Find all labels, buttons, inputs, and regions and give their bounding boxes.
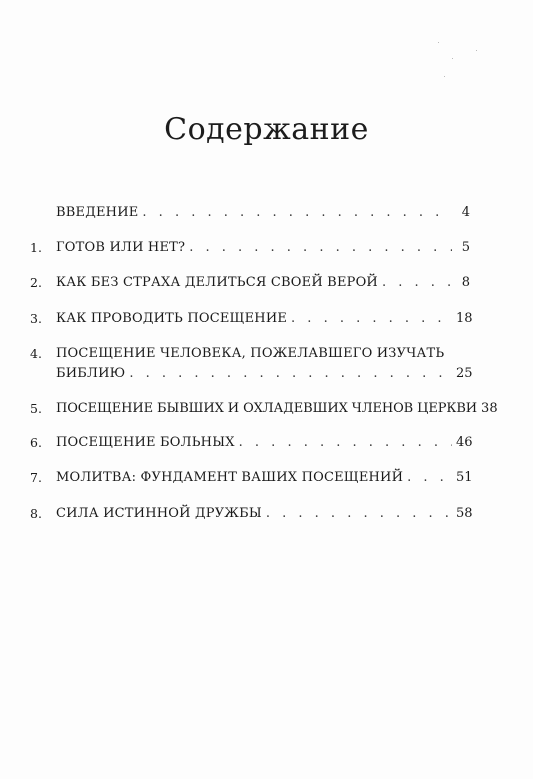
toc-entry-title: СИЛА ИСТИННОЙ ДРУЖБЫ	[56, 506, 262, 521]
toc-entry-title: МОЛИТВА: ФУНДАМЕНТ ВАШИХ ПОСЕЩЕНИЙ	[56, 470, 404, 485]
toc-entry-number: 6.	[30, 435, 42, 450]
dot-leader	[382, 275, 452, 291]
scan-speck	[476, 50, 477, 51]
dot-leader	[129, 366, 452, 382]
toc-entry-title: КАК ПРОВОДИТЬ ПОСЕЩЕНИЕ	[56, 311, 288, 326]
toc-entry-page: 4	[461, 205, 470, 220]
toc-entry-page: 25	[456, 366, 473, 381]
scan-speck	[452, 58, 453, 59]
toc-entry-title: ПОСЕЩЕНИЕ БЫВШИХ И ОХЛАДЕВШИХ ЧЛЕНОВ ЦЕРКВИ	[56, 401, 478, 416]
toc-entry-page: 38	[481, 401, 498, 416]
toc-entry-page: 46	[456, 435, 473, 450]
page-title: Содержание	[164, 112, 369, 147]
dot-leader	[266, 506, 452, 522]
dot-leader	[407, 470, 452, 486]
toc-entry-title: КАК БЕЗ СТРАХА ДЕЛИТЬСЯ СВОЕЙ ВЕРОЙ	[56, 275, 378, 290]
toc-entry-page: 51	[456, 470, 473, 485]
toc-entry-page: 58	[456, 506, 473, 521]
toc-entry-number: 3.	[30, 311, 42, 326]
dot-leader	[142, 205, 452, 221]
toc-entry-number: 1.	[30, 240, 42, 255]
scan-speck	[444, 76, 445, 77]
toc-entry-number: 8.	[30, 506, 42, 521]
toc-entry-number: 2.	[30, 275, 42, 290]
toc-entry-page: 18	[456, 311, 473, 326]
toc-entry-page: 8	[461, 275, 470, 290]
toc-entry-title: ВВЕДЕНИЕ	[56, 205, 139, 220]
toc-entry-title: ГОТОВ ИЛИ НЕТ?	[56, 240, 186, 255]
scan-speck	[438, 42, 439, 43]
toc-entry-title-line-1: ПОСЕЩЕНИЕ ЧЕЛОВЕКА, ПОЖЕЛАВШЕГО ИЗУЧАТЬ	[56, 346, 445, 361]
toc-entry-title: БИБЛИЮ	[56, 366, 126, 381]
toc-entry-page: 5	[461, 240, 470, 255]
toc-entry-title: ПОСЕЩЕНИЕ БОЛЬНЫХ	[56, 435, 235, 450]
dot-leader	[189, 240, 452, 256]
dot-leader	[239, 435, 452, 451]
dot-leader	[291, 311, 452, 327]
toc-entry-number: 4.	[30, 346, 42, 361]
toc-entry-number: 7.	[30, 470, 42, 485]
toc-entry-number: 5.	[30, 401, 42, 416]
